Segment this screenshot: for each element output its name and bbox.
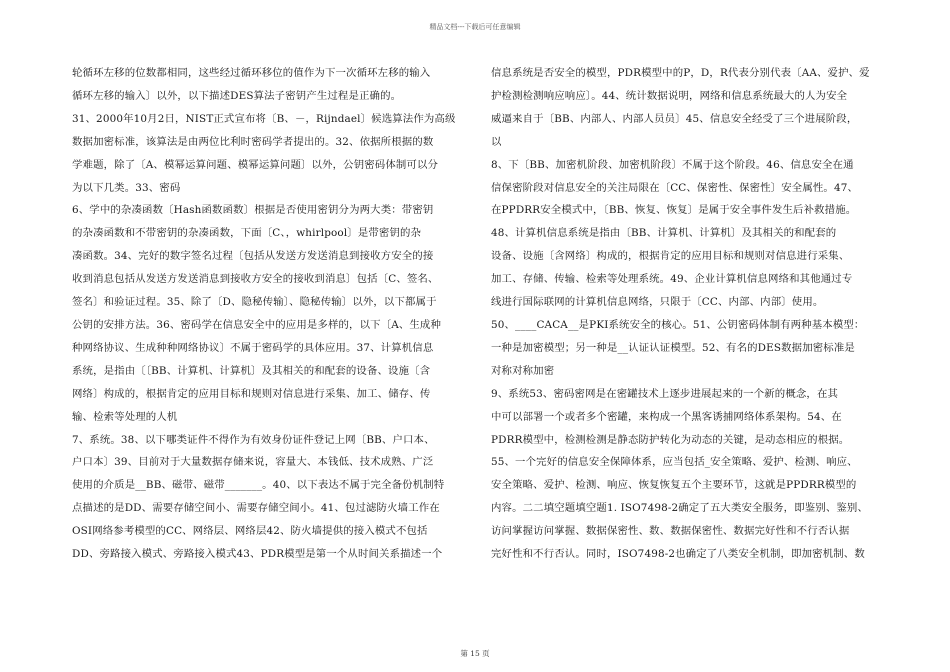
text-line: 护检测检测响应响应〕。44、统计数据说明，网络和信息系统最大的人为安全 (491, 89, 848, 102)
text-line: DD、旁路接入模式、旁路接入模式43、PDR模型是第一个从时间关系描述一个 (72, 548, 443, 561)
text-line: 对称对称加密 (491, 364, 555, 377)
text-line: 6、学中的杂凑函数〔Hash函数函数〕根据是否使用密钥分为两大类：带密钥 (72, 204, 434, 217)
text-line: 在PPDRR安全模式中，〔BB、恢复、恢复〕是属于安全事件发生后补救措施。 (491, 204, 857, 217)
text-line: 凑函数。34、完好的数字签名过程〔包括从发送方发送消息到接收方安全的接 (72, 250, 434, 263)
text-line: 输、检索等处理的人机 (72, 410, 178, 423)
right-column (491, 62, 881, 566)
text-line: 信息系统是否安全的模型，PDR模型中的P，D，R代表分别代表〔AA、爱护、爱 (491, 67, 870, 79)
text-line: 55、一个完好的信息安全保障体系，应当包括_安全策略、爱护、检测、响应、 (491, 456, 858, 469)
text-line: OSI网络参考模型的CC、网络层、网络层42、防火墙提供的接入模式不包括 (72, 525, 428, 538)
text-line: 数据加密标准，该算法是由两位比利时密码学者提出的。32、依据所根据的数 (72, 135, 434, 148)
text-line: 签名〕和验证过程。35、除了〔D、隐秘传输〕、隐秘传输〕以外，以下都属于 (72, 296, 437, 309)
text-line: 收到消息包括从发送方发送消息到接收方安全的接收到消息〕包括〔C、签名、 (72, 273, 439, 286)
text-line: 一种是加密模型；另一种是__认证认证模型。52、有名的DES数据加密标准是 (491, 341, 855, 354)
text-line: 轮循环左移的位数都相同，这些经过循环移位的值作为下一次循环左移的输入 (72, 67, 431, 79)
text-line: 访问掌握访问掌握、数据保密性、数、数据保密性、数据完好性和不行否认据 (491, 525, 850, 538)
text-line: 户口本〕39、目前对于大量数据存储来说，容量大、本钱低、技术成熟、广泛 (72, 456, 434, 469)
left-column (72, 62, 472, 566)
text-line: 循环左移的输入〕以外，以下描述DES算法子密钥产生过程是正确的。 (72, 89, 402, 102)
text-line: 线进行国际联网的计算机信息网络，只限于〔CC、内部、内部〕使用。 (491, 296, 824, 309)
page-number: 第 15 页 (460, 649, 490, 658)
text-line: 威逼来自于〔BB、内部人、内部人员员〕45、信息安全经受了三个进展阶段， (491, 112, 858, 125)
text-line: 加工、存储、传输、检索等处理系统。49、企业计算机信息网络和其他通过专 (491, 273, 853, 286)
text-line: 48、计算机信息系统是指由〔BB、计算机、计算机〕及其相关的和配套的 (491, 227, 837, 240)
text-line: PDRR模型中，检测检测是静态防护转化为动态的关键，是动态相应的根据。 (491, 433, 850, 446)
text-line: 公钥的安排方法。36、密码学在信息安全中的应用是多样的，以下〔A、生成种 (72, 318, 442, 331)
text-line: 学难题，除了〔A、模幂运算问题、模幂运算问题〕以外，公钥密码体制可以分 (72, 158, 439, 171)
text-line: 信保密阶段对信息安全的关注局限在〔CC、保密性、保密性〕安全属性。47、 (491, 181, 859, 194)
page-header: 精品文档---下载后可任意编辑 (429, 23, 521, 31)
text-line: 使用的介质是__BB、磁带、磁带_______。40、以下表达不属于完全备份机制特 (72, 479, 445, 492)
text-line: 安全策略、爱护、检测、响应、恢复恢复五个主要环节，这就是PPDRR模型的 (491, 479, 857, 492)
text-line: 点描述的是DD、需要存储空间小、需要存储空间小。41、包过滤防火墙工作在 (72, 502, 440, 515)
text-line: 以 (491, 135, 502, 148)
text-line: 完好性和不行否认。同时，ISO7498-2也确定了八类安全机制，即加密机制、数 (491, 548, 865, 561)
text-line: 为以下几类。33、密码 (72, 181, 181, 194)
text-line: 设备、设施〔含网络〕构成的，根据肯定的应用目标和规则对信息进行采集、 (491, 250, 850, 263)
text-line: 50、____CACA__是PKI系统安全的核心。51、公钥密码体制有两种基本模型： (491, 318, 865, 331)
text-line: 8、下〔BB、加密机阶段、加密机阶段〕不属于这个阶段。46、信息安全在通 (491, 158, 854, 171)
text-line: 内容。二二填空题填空题1. ISO7498-2确定了五大类安全服务，即鉴别、鉴别、 (491, 502, 868, 515)
text-line: 的杂凑函数和不带密钥的杂凑函数，下面〔C、，whirlpool〕是带密钥的杂 (72, 227, 422, 240)
text-line: 网络〕构成的，根据肯定的应用目标和规则对信息进行采集、加工、储存、传 (72, 387, 431, 400)
text-line: 种网络协议、生成种种网络协议〕不属于密码学的具体应用。37、计算机信息 (72, 341, 434, 354)
text-line: 7、系统。38、以下哪类证件不得作为有效身份证件登记上网〔BB、户口本、 (72, 433, 435, 446)
text-line: 9、系统53、密码密网是在密罐技术上逐步进展起来的一个新的概念，在其 (491, 387, 839, 400)
text-line: 中可以部署一个或者多个密罐，来构成一个黑客诱捕网络体系架构。54、在 (491, 410, 842, 423)
text-line: 31、2000年10月2日，NIST正式宣布将〔B、－，Rijndael〕候选算法作为高级 (72, 112, 456, 125)
text-line: 系统，是指由〔〔BB、计算机、计算机〕及其相关的和配套的设备、设施〔含 (72, 364, 431, 377)
